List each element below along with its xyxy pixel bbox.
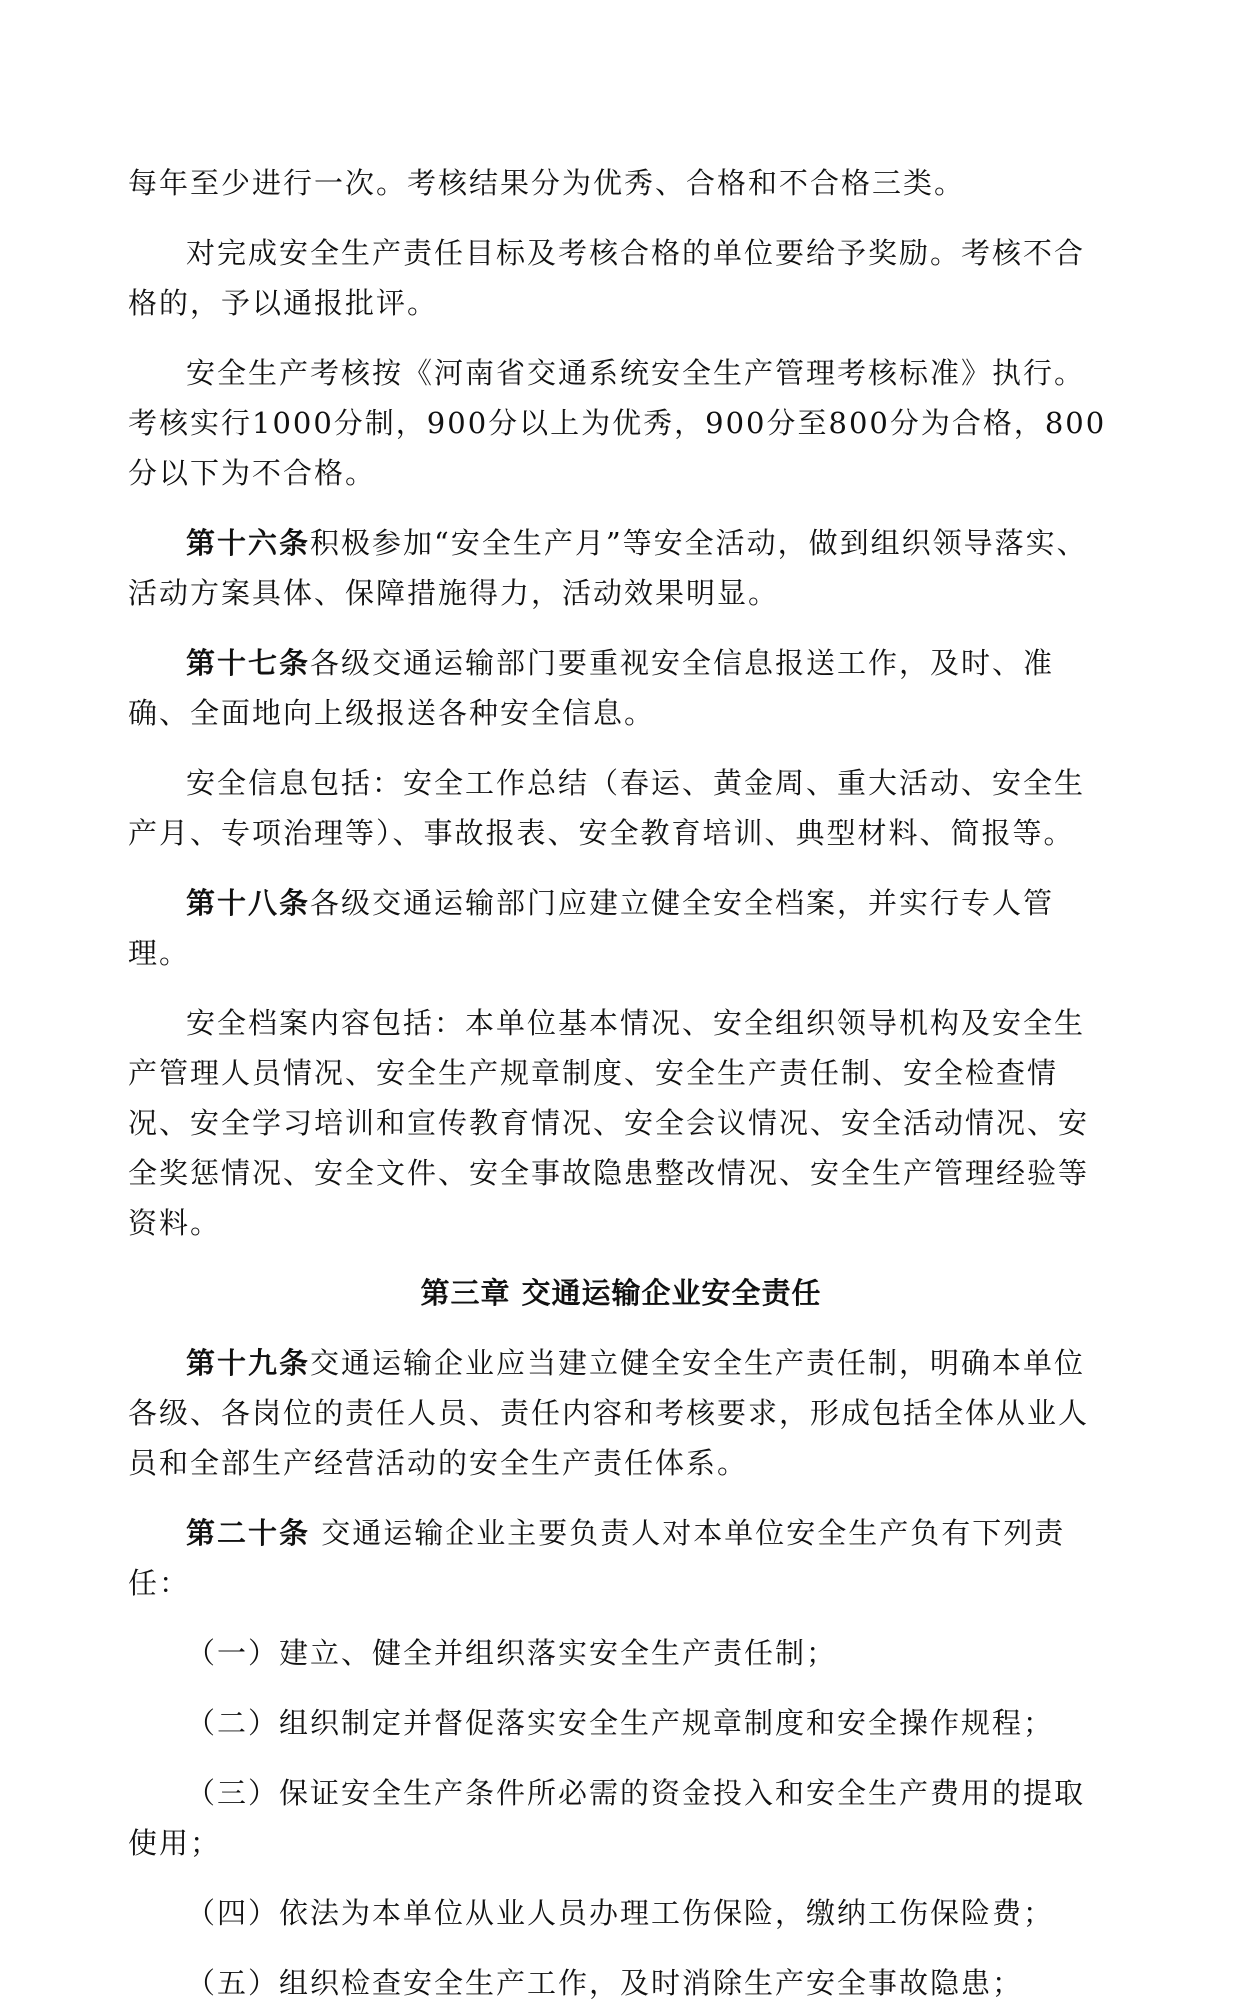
article-paragraph: [128, 1508, 1114, 1608]
article-number: 第十六条: [186, 526, 311, 560]
list-item: （四）依法为本单位从业人员办理工伤保险，缴纳工伤保险费；: [186, 1896, 1055, 1930]
article-text: 各级交通运输部门要重视安全信息报送工作，及时、准确、全面地向上级报送各种安全信息。: [128, 646, 1055, 730]
article-paragraph: [128, 1338, 1114, 1488]
paragraph: 安全档案内容包括：本单位基本情况、安全组织领导机构及安全生产管理人员情况、安全生产规章制度、安全生产责任制、安全检查情况、安全学习培训和宣传教育情况、安全会议情况、安全活动情况、安全奖惩情况、安全文件、安全事故隐患整改情况、安全生产管理经验等资料。: [128, 1006, 1090, 1240]
paragraph: 每年至少进行一次。考核结果分为优秀、合格和不合格三类。: [128, 166, 966, 200]
article-text: 交通运输企业应当建立健全安全生产责任制，明确本单位各级、各岗位的责任人员、责任内容和考核要求，形成包括全体从业人员和全部生产经营活动的安全生产责任体系。: [128, 1346, 1090, 1480]
chapter-heading: 第三章 交通运输企业安全责任: [420, 1276, 822, 1310]
article-paragraph: [128, 518, 1114, 618]
article-number: 第十七条: [186, 646, 311, 680]
article-number: 第十八条: [186, 886, 311, 920]
article-number: 第十九条: [186, 1346, 311, 1380]
article-paragraph: [128, 638, 1114, 738]
article-text: 各级交通运输部门应建立健全安全档案，并实行专人管理。: [128, 886, 1055, 970]
article-paragraph: [128, 878, 1114, 978]
article-text: 交通运输企业主要负责人对本单位安全生产负有下列责任：: [128, 1516, 1066, 1600]
document-body: [128, 158, 1114, 2008]
article-text: 积极参加“安全生产月”等安全活动，做到组织领导落实、活动方案具体、保障措施得力，活动效果明显。: [128, 526, 1088, 610]
list-item: （五）组织检查安全生产工作，及时消除生产安全事故隐患；: [186, 1966, 1024, 2000]
list-item: （一）建立、健全并组织落实安全生产责任制；: [186, 1636, 838, 1670]
paragraph: 对完成安全生产责任目标及考核合格的单位要给予奖励。考核不合格的，予以通报批评。: [128, 236, 1086, 320]
list-item: （三）保证安全生产条件所必需的资金投入和安全生产费用的提取使用；: [128, 1776, 1086, 1860]
paragraph: 安全生产考核按《河南省交通系统安全生产管理考核标准》执行。考核实行1000分制，900分以上为优秀，900分至800分为合格，800分以下为不合格。: [128, 356, 1107, 490]
list-item: （二）组织制定并督促落实安全生产规章制度和安全操作规程；: [186, 1706, 1055, 1740]
paragraph: 安全信息包括：安全工作总结（春运、黄金周、重大活动、安全生产月、专项治理等）、事故报表、安全教育培训、典型材料、简报等。: [128, 766, 1086, 850]
article-number: 第二十条: [186, 1516, 311, 1550]
